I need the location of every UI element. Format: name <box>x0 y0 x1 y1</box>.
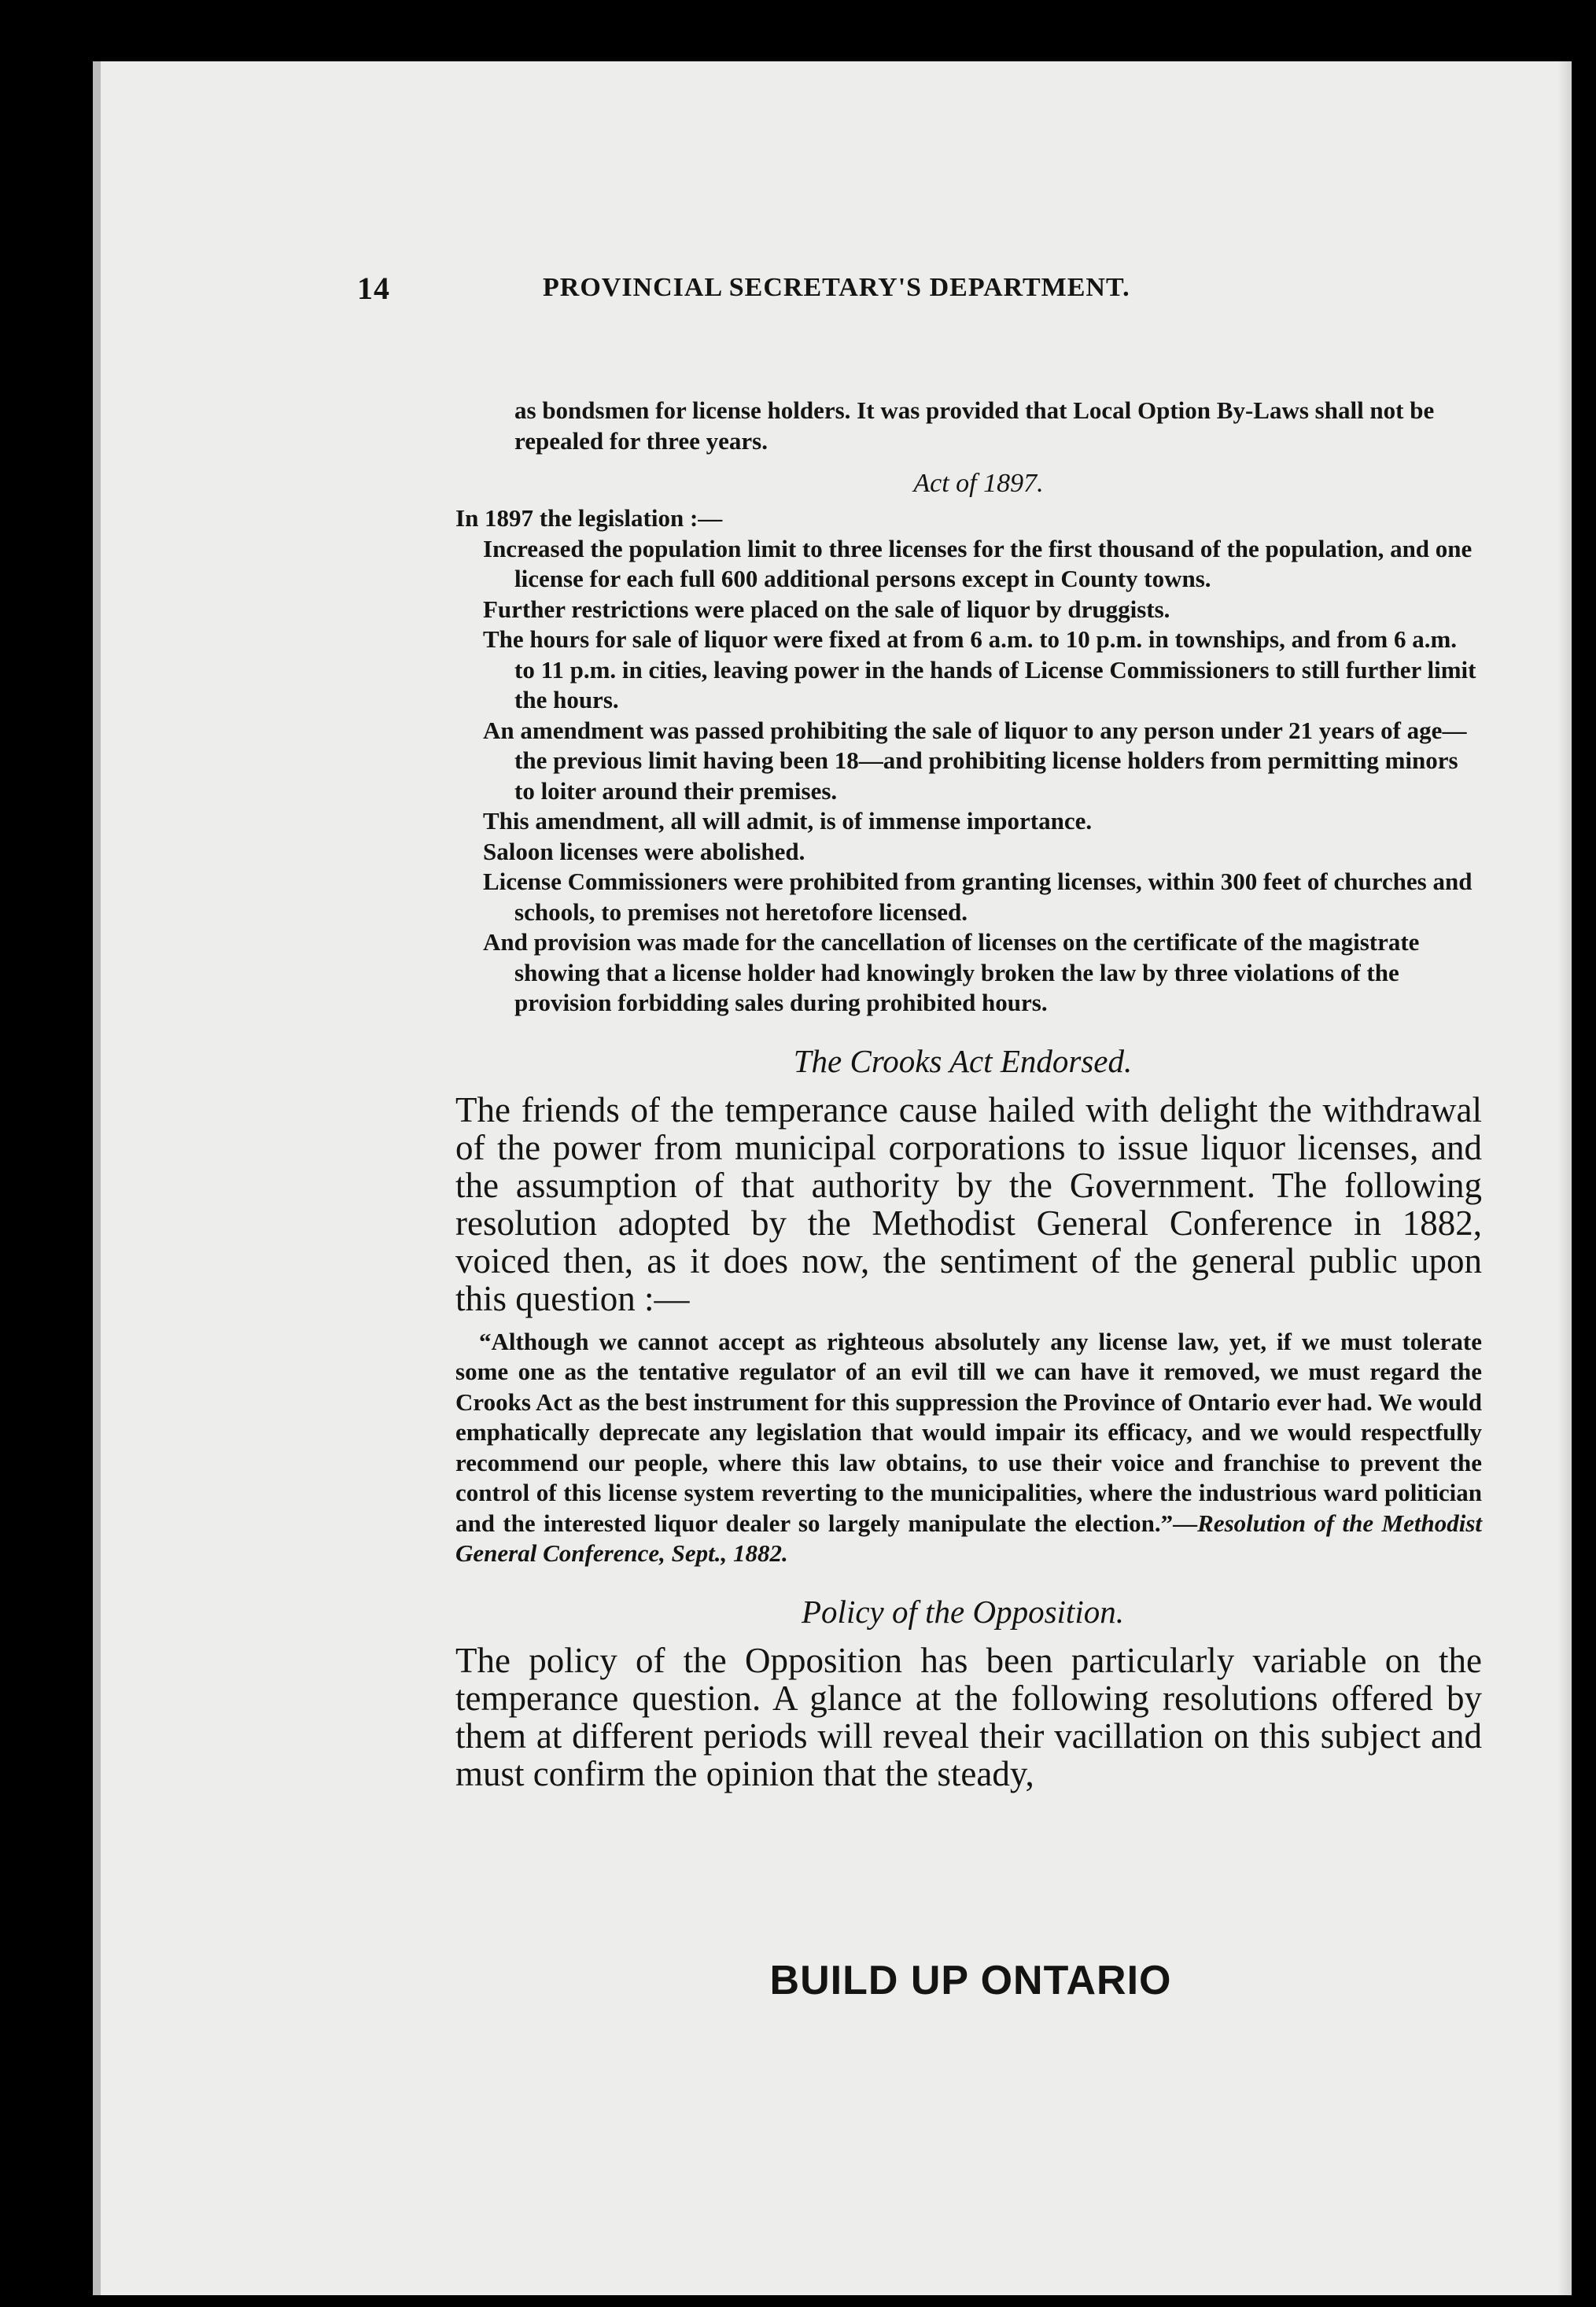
list-item: Saloon licenses were abolished. <box>483 837 805 865</box>
footer-slogan: BUILD UP ONTARIO <box>769 1958 1172 2003</box>
list-item: This amendment, all will admit, is of immense importance. <box>483 807 1093 835</box>
list-item: The hours for sale of liquor were fixed at from 6 a.m. to 10 p.m. in townships, and from 6 a.m. to 11 p.m. in cities, leaving power in the hands of License Commissioners to still further limit the hours. <box>483 625 1476 713</box>
crooks-act-heading: The Crooks Act Endorsed. <box>793 1042 1133 1079</box>
list-item: And provision was made for the cancellation of licenses on the certificate of the magistrate showing that a license holder had knowingly broken the law by three violations of the provision forbidding sales during prohibited hours. <box>483 928 1420 1016</box>
list-item: License Commissioners were prohibited from granting licenses, within 300 feet of churches and schools, to premises not heretofore licensed. <box>483 868 1473 926</box>
opening-block <box>357 396 1482 456</box>
act-1897-intro: In 1897 the legislation :— <box>455 504 723 532</box>
opposition-paragraph: The policy of the Opposition has been particularly variable on the temperance question. A glance at the following resolutions offered by them at different periods will reveal their vacillation on this subject and must confirm the opinion that the steady, <box>455 1640 1482 1793</box>
opening-text: as bondsmen for license holders. It was provided that Local Option By-Laws shall not be repealed for three years. <box>514 396 1435 455</box>
document-page <box>93 61 1572 2295</box>
running-title: PROVINCIAL SECRETARY'S DEPARTMENT. <box>543 273 1130 302</box>
page-number: 14 <box>357 271 390 306</box>
act-1897-heading: Act of 1897. <box>913 469 1044 498</box>
list-item: Further restrictions were placed on the sale of liquor by druggists. <box>483 595 1170 623</box>
page-content <box>357 396 1482 1793</box>
quote-citation: Resolution of the Methodist General Conference, Sept., 1882. <box>455 1509 1482 1567</box>
opposition-heading: Policy of the Opposition. <box>802 1593 1124 1630</box>
list-item: Increased the population limit to three licenses for the first thousand of the population, and one license for each full 600 additional persons except in County towns. <box>483 534 1473 592</box>
methodist-resolution-quote <box>455 1327 1482 1569</box>
quote-text: “Although we cannot accept as righteous absolutely any license law, yet, if we must tolerate some one as the tentative regulator of an evil till we can have it removed, we must regard the Crooks Act as the best instrument for this suppression the Province of Ontario ever had. We would emphatically deprecate any legislation that would impair its efficacy, and we would respectfully recommend our people, where this law obtains, to use their voice and franchise to prevent the control of this license system reverting to the municipalities, where the industrious ward politician and the interested liquor dealer so largely manipulate the election.”— <box>455 1327 1482 1537</box>
act-1897-list <box>357 534 1482 1019</box>
crooks-act-paragraph: The friends of the temperance cause hailed with delight the withdrawal of the power from municipal corporations to issue liquor licenses, and the assumption of that authority by the Government. The following resolution adopted by the Methodist General Conference in 1882, voiced then, as it does now, the sentiment of the general public upon this question :— <box>455 1089 1482 1318</box>
act-1897-section <box>357 503 1482 1019</box>
list-item: An amendment was passed prohibiting the sale of liquor to any person under 21 years of age—the previous limit having been 18—and prohibiting license holders from permitting minors to loiter around their premises. <box>483 716 1467 805</box>
